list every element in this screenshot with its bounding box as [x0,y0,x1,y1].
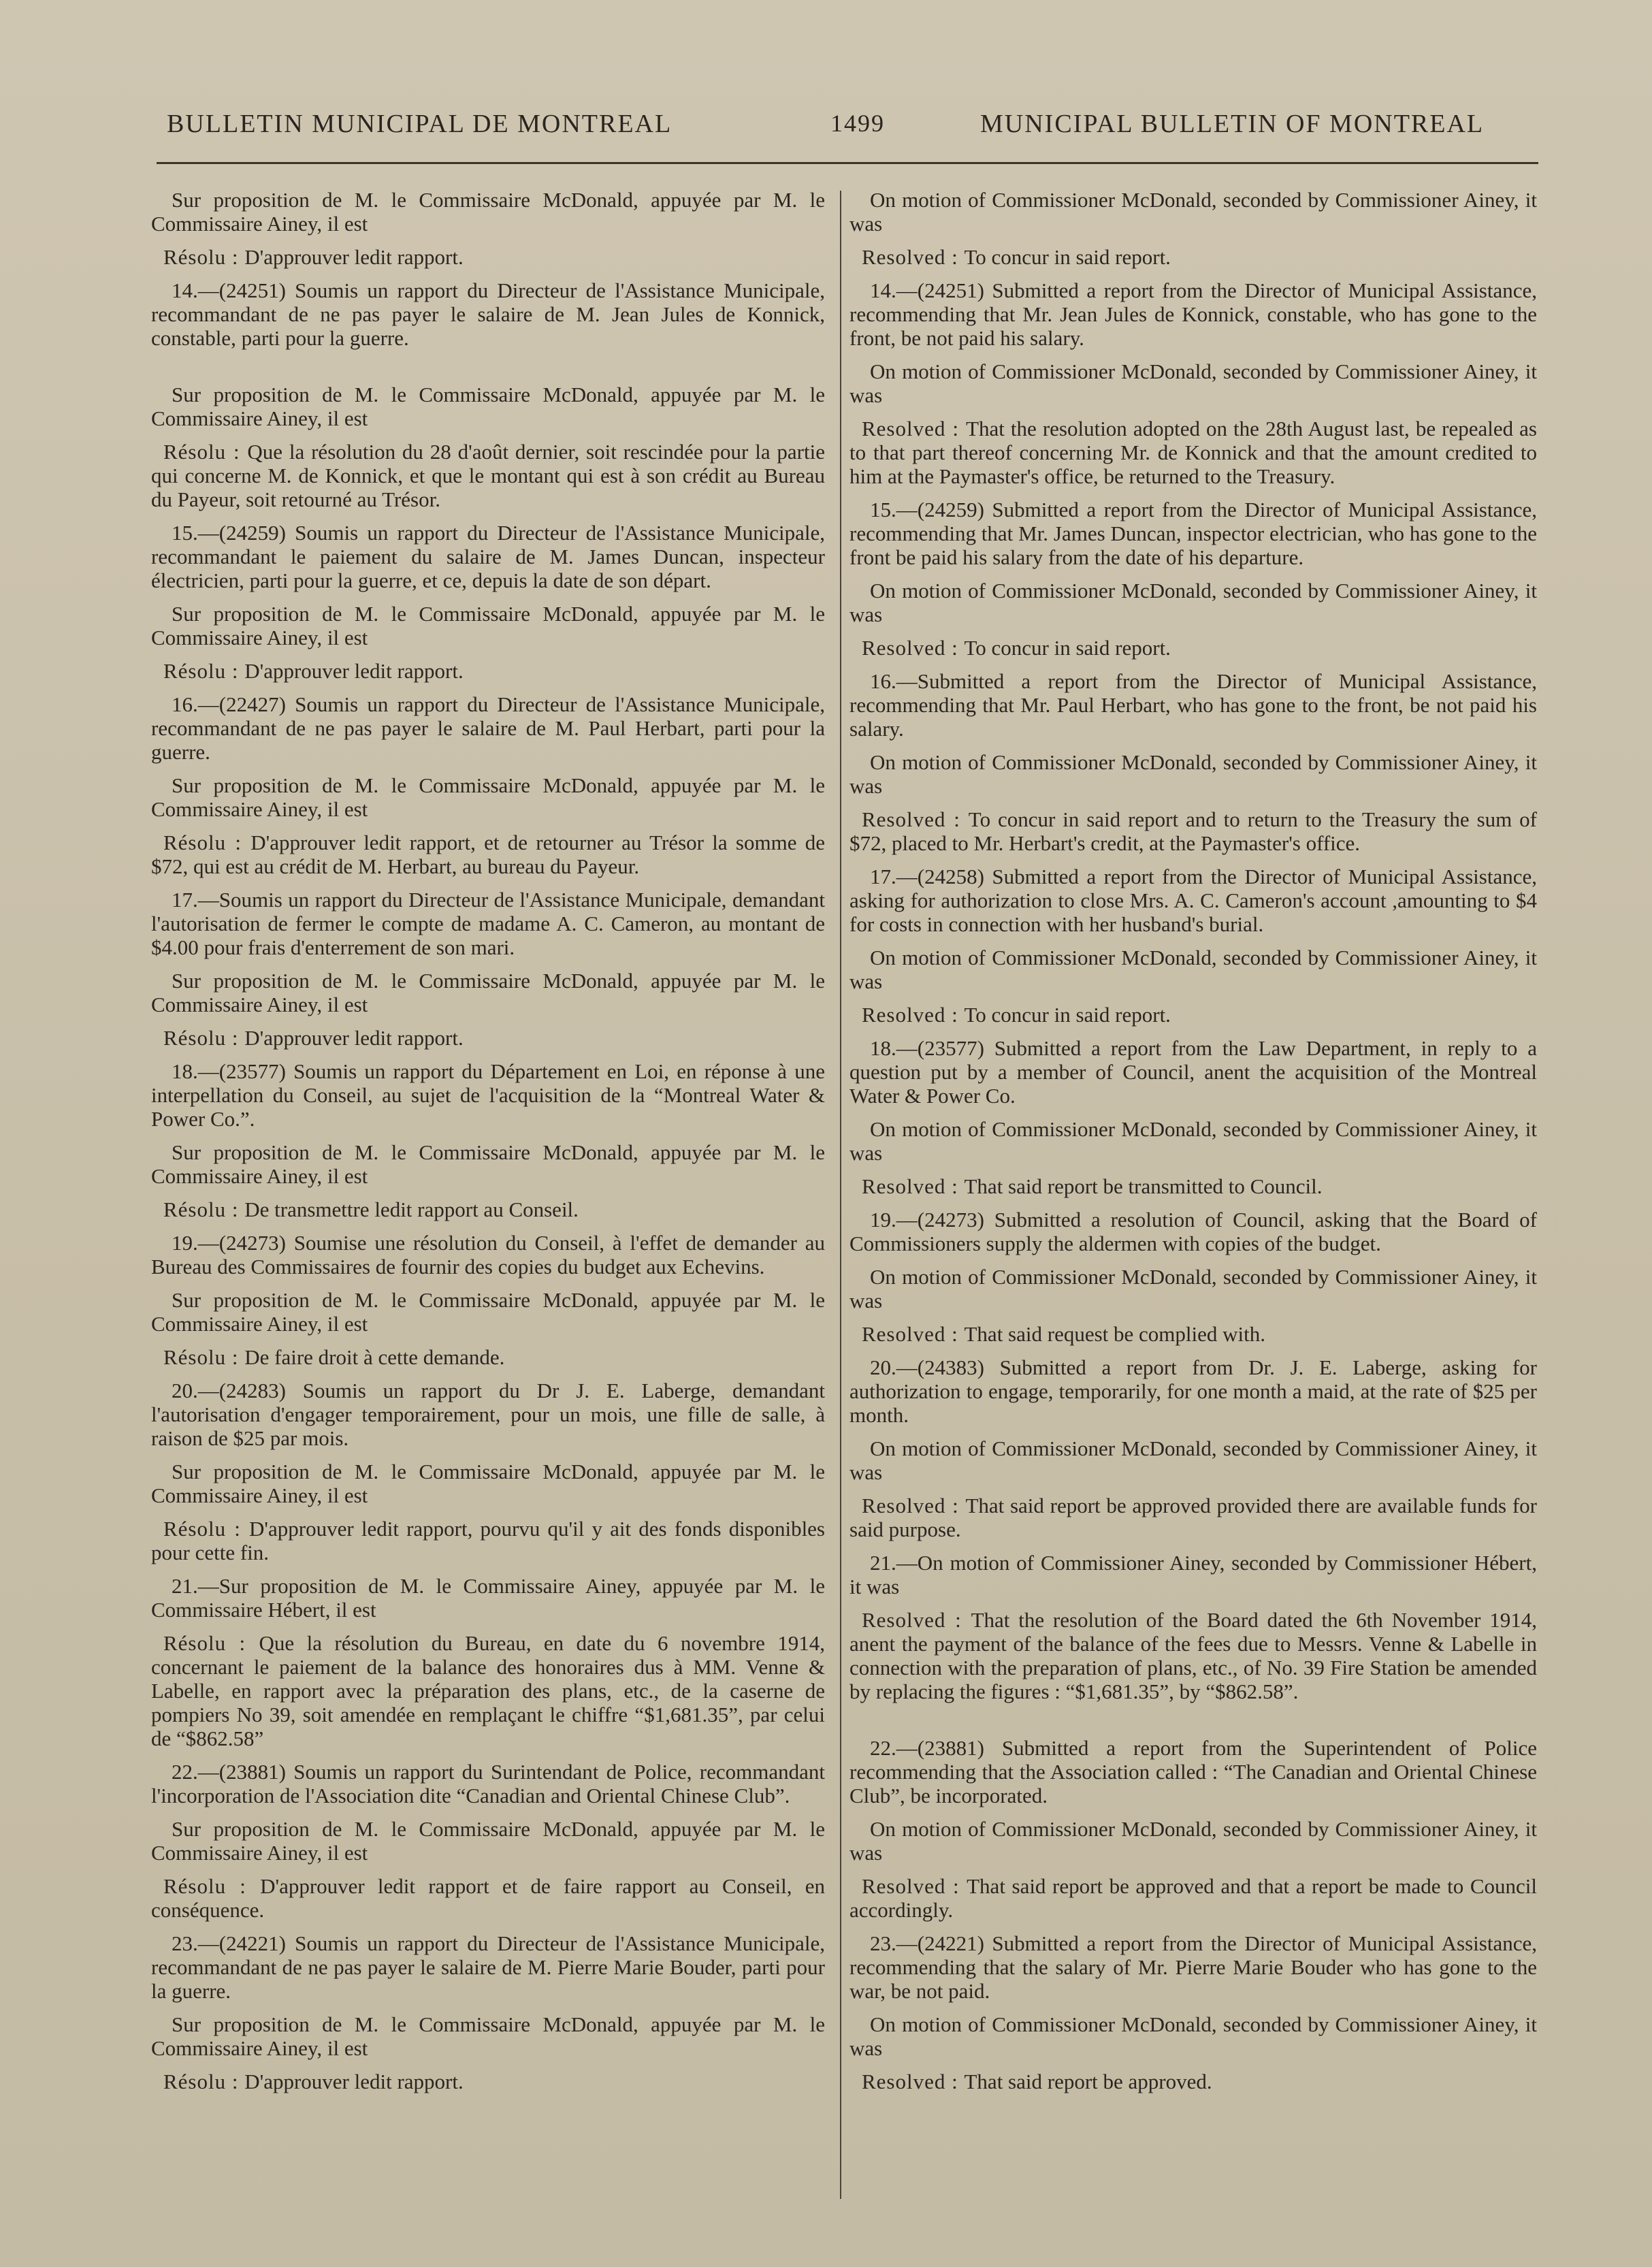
minute-paragraph [849,669,1537,741]
paragraph-text: Sur proposition de M. le Commissaire McDonald, appuyée par M. le Commissaire Ainey, il est [151,188,825,236]
resolution-text: D'approuver ledit rapport, et de retourner au Trésor la somme de $72, qui est au crédit de M. Herbart, au bureau du Payeur. [151,831,825,878]
resolution-text: That said report be approved and that a report be made to Council accordingly. [849,1874,1537,1922]
minute-paragraph [151,692,825,764]
paragraph-gap [151,359,825,383]
minute-paragraph [849,579,1537,626]
resolution-label: Résolu : [163,831,251,854]
resolution-text: Que la résolution du 28 d'août dernier, soit rescindée pour la partie qui concerne M. de Konnick, et que le montant qui est à son crédit au Bureau du Payeur, soit retourné au Trésor. [151,440,825,511]
paragraph-text: On motion of Commissioner McDonald, seconded by Commissioner Ainey, it was [849,359,1537,407]
resolution-paragraph [151,1517,825,1564]
paragraph-text: 23.—(24221) Submitted a report from the Director of Municipal Assistance, recommending that the salary of Mr. Pierre Marie Bouder who has gone to the war, be not paid. [849,1931,1537,2003]
resolution-paragraph [849,1608,1537,1703]
resolution-label: Resolved : [862,245,965,269]
resolution-text: To concur in said report and to return to the Treasury the sum of $72, placed to Mr. Herbart's credit, at the Paymaster's office. [849,807,1537,855]
resolution-text: To concur in said report. [964,636,1171,660]
resolution-label: Résolu : [163,1874,261,1898]
paragraph-text: 23.—(24221) Soumis un rapport du Directeur de l'Assistance Municipale, recommandant de ne pas payer le salaire de M. Pierre Marie Bouder, parti pour la guerre. [151,1931,825,2003]
minute-paragraph [151,1817,825,1865]
resolution-label: Résolu : [163,1517,250,1541]
resolution-text: De transmettre ledit rapport au Conseil. [244,1197,579,1221]
paragraph-text: 14.—(24251) Submitted a report from the Director of Municipal Assistance, recommending that Mr. Jean Jules de Konnick, constable, who has gone to the front, be not paid his salary. [849,278,1537,350]
resolution-label: Resolved : [862,807,969,831]
paragraph-text: On motion of Commissioner McDonald, seconded by Commissioner Ainey, it was [849,1436,1537,1484]
resolution-label: Résolu : [163,2070,245,2093]
minute-paragraph [849,1736,1537,1807]
minute-paragraph [849,1265,1537,1313]
resolution-paragraph [151,831,825,878]
minute-paragraph [849,1117,1537,1165]
resolution-text: Que la résolution du Bureau, en date du 6 novembre 1914, concernant le paiement de la balance des honoraires dus à MM. Venne & Labelle, en rapport avec la préparation des plans, etc., de la caserne de pompiers No 39, soit amendée en remplaçant le chiffre “$1,681.35”, par celui de “$862.58” [151,1631,825,1750]
resolution-text: That said report be transmitted to Council. [964,1174,1323,1198]
resolution-paragraph [849,1494,1537,1541]
paragraph-text: On motion of Commissioner McDonald, seconded by Commissioner Ainey, it was [849,946,1537,993]
paragraph-text: Sur proposition de M. le Commissaire McDonald, appuyée par M. le Commissaire Ainey, il est [151,1460,825,1507]
paragraph-text: 21.—On motion of Commissioner Ainey, seconded by Commissioner Hébert, it was [849,1551,1537,1598]
resolution-text: That the resolution of the Board dated the 6th November 1914, anent the payment of the balance of the fees due to Messrs. Venne & Labelle in connection with the preparation of plans, etc., of No. 39 Fire Station be amended by replacing the figures : “$1,681.35”, by “$862.58”. [849,1608,1537,1703]
paragraph-text: Sur proposition de M. le Commissaire McDonald, appuyée par M. le Commissaire Ainey, il est [151,2012,825,2060]
resolution-text: To concur in said report. [964,1003,1171,1027]
resolution-label: Résolu : [163,245,245,269]
resolution-paragraph [151,1874,825,1922]
resolution-paragraph [151,1345,825,1369]
minute-paragraph [151,1931,825,2003]
resolution-label: Resolved : [862,1494,966,1517]
header-rule [157,162,1538,164]
resolution-paragraph [849,1322,1537,1346]
minute-paragraph [151,969,825,1016]
minute-paragraph [151,383,825,430]
minute-paragraph [151,1574,825,1622]
minute-paragraph [151,1760,825,1807]
resolution-text: D'approuver ledit rapport. [244,2070,464,2093]
paragraph-text: 19.—(24273) Soumise une résolution du Conseil, à l'effet de demander au Bureau des Commissaires de fournir des copies du budget aux Echevins. [151,1231,825,1279]
paragraph-text: On motion of Commissioner McDonald, seconded by Commissioner Ainey, it was [849,2012,1537,2060]
paragraph-text: 15.—(24259) Submitted a report from the Director of Municipal Assistance, recommending that Mr. James Duncan, inspector electrician, who has gone to the front be paid his salary from the date of his departure. [849,498,1537,569]
minute-paragraph [849,865,1537,936]
header-french-title: BULLETIN MUNICIPAL DE MONTREAL [167,110,673,138]
minute-paragraph [151,773,825,821]
paragraph-text: On motion of Commissioner McDonald, seconded by Commissioner Ainey, it was [849,579,1537,626]
resolution-text: That the resolution adopted on the 28th August last, be repealed as to that part thereof concerning Mr. de Konnick and that the amount credited to him at the Paymaster's office, be returned to the Treasury. [849,417,1537,488]
minute-paragraph [151,1460,825,1507]
resolution-paragraph [849,417,1537,488]
paragraph-text: Sur proposition de M. le Commissaire McDonald, appuyée par M. le Commissaire Ainey, il est [151,602,825,649]
resolution-label: Resolved : [862,1874,967,1898]
paragraph-text: Sur proposition de M. le Commissaire McDonald, appuyée par M. le Commissaire Ainey, il est [151,773,825,821]
page-header [160,109,1521,150]
paragraph-text: 17.—(24258) Submitted a report from the Director of Municipal Assistance, asking for authorization to close Mrs. A. C. Cameron's account ,amounting to $4 for costs in connection with her husband's burial. [849,865,1537,936]
resolution-label: Résolu : [163,1197,245,1221]
resolution-label: Résolu : [163,1631,259,1655]
resolution-paragraph [849,1003,1537,1027]
resolution-paragraph [849,636,1537,660]
minute-paragraph [151,278,825,350]
paragraph-text: 18.—(23577) Submitted a report from the Law Department, in reply to a question put by a member of Council, anent the acquisition of the Montreal Water & Power Co. [849,1036,1537,1108]
minute-paragraph [151,602,825,649]
paragraph-text: 22.—(23881) Soumis un rapport du Surintendant de Police, recommandant l'incorporation de l'Association dite “Canadian and Oriental Chinese Club”. [151,1760,825,1807]
resolution-text: D'approuver ledit rapport. [244,1026,464,1050]
paragraph-text: On motion of Commissioner McDonald, seconded by Commissioner Ainey, it was [849,1117,1537,1165]
resolution-text: To concur in said report. [964,245,1171,269]
minute-paragraph [151,888,825,959]
paragraph-text: 14.—(24251) Soumis un rapport du Directeur de l'Assistance Municipale, recommandant de ne pas payer le salaire de M. Jean Jules de Konnick, constable, parti pour la guerre. [151,278,825,350]
resolution-text: D'approuver ledit rapport et de faire rapport au Conseil, en conséquence. [151,1874,825,1922]
french-column [151,188,825,2103]
minute-paragraph [849,359,1537,407]
resolution-text: De faire droit à cette demande. [244,1345,505,1369]
paragraph-text: 18.—(23577) Soumis un rapport du Département en Loi, en réponse à une interpellation du Conseil, au sujet de l'acquisition de la “Montreal Water & Power Co.”. [151,1059,825,1131]
paragraph-text: Sur proposition de M. le Commissaire McDonald, appuyée par M. le Commissaire Ainey, il est [151,1140,825,1188]
paragraph-text: 20.—(24383) Submitted a report from Dr. J. E. Laberge, asking for authorization to engage, temporarily, for one month a maid, at the rate of $25 per month. [849,1355,1537,1427]
paragraph-text: On motion of Commissioner McDonald, seconded by Commissioner Ainey, it was [849,750,1537,798]
paragraph-text: 16.—Submitted a report from the Director of Municipal Assistance, recommending that Mr. Paul Herbart, who has gone to the front, be not paid his salary. [849,669,1537,741]
paragraph-text: Sur proposition de M. le Commissaire McDonald, appuyée par M. le Commissaire Ainey, il est [151,969,825,1016]
resolution-text: D'approuver ledit rapport. [244,659,464,683]
resolution-label: Resolved : [862,2070,965,2093]
resolution-label: Résolu : [163,659,245,683]
paragraph-text: Sur proposition de M. le Commissaire McDonald, appuyée par M. le Commissaire Ainey, il est [151,1288,825,1336]
paragraph-text: 20.—(24283) Soumis un rapport du Dr J. E. Laberge, demandant l'autorisation d'engager temporairement, pour un mois, une fille de salle, à raison de $25 par mois. [151,1379,825,1450]
paragraph-text: 22.—(23881) Submitted a report from the Superintendent of Police recommending that the Association called : “The Canadian and Oriental Chinese Club”, be incorporated. [849,1736,1537,1807]
column-divider [840,191,841,2199]
minute-paragraph [151,1059,825,1131]
resolution-label: Résolu : [163,1345,245,1369]
minute-paragraph [849,1931,1537,2003]
minute-paragraph [151,2012,825,2060]
resolution-paragraph [151,440,825,511]
paragraph-text: Sur proposition de M. le Commissaire McDonald, appuyée par M. le Commissaire Ainey, il est [151,383,825,430]
paragraph-text: On motion of Commissioner McDonald, seconded by Commissioner Ainey, it was [849,188,1537,236]
resolution-paragraph [849,245,1537,269]
minute-paragraph [849,188,1537,236]
resolution-paragraph [151,1631,825,1750]
resolution-label: Resolved : [862,1174,965,1198]
paragraph-text: On motion of Commissioner McDonald, seconded by Commissioner Ainey, it was [849,1265,1537,1313]
minute-paragraph [151,188,825,236]
minute-paragraph [151,1288,825,1336]
resolution-label: Resolved : [862,1608,971,1632]
paragraph-text: 15.—(24259) Soumis un rapport du Directeur de l'Assistance Municipale, recommandant le paiement du salaire de M. James Duncan, inspecteur électricien, parti pour la guerre, et ce, depuis la date de son départ. [151,521,825,592]
paragraph-text: On motion of Commissioner McDonald, seconded by Commissioner Ainey, it was [849,1817,1537,1865]
resolution-paragraph [849,807,1537,855]
paragraph-text: 16.—(22427) Soumis un rapport du Directeur de l'Assistance Municipale, recommandant de ne pas payer le salaire de M. Paul Herbart, parti pour la guerre. [151,692,825,764]
header-english-title: MUNICIPAL BULLETIN OF MONTREAL [980,110,1485,138]
resolution-paragraph [151,659,825,683]
resolution-label: Resolved : [862,636,965,660]
resolution-paragraph [151,1197,825,1221]
resolution-text: D'approuver ledit rapport, pourvu qu'il y ait des fonds disponibles pour cette fin. [151,1517,825,1564]
minute-paragraph [849,1208,1537,1255]
english-column [849,188,1537,2103]
paragraph-text: 19.—(24273) Submitted a resolution of Council, asking that the Board of Commissioners supply the aldermen with copies of the budget. [849,1208,1537,1255]
resolution-paragraph [151,245,825,269]
minute-paragraph [849,278,1537,350]
minute-paragraph [151,1231,825,1279]
paragraph-text: 21.—Sur proposition de M. le Commissaire Ainey, appuyée par M. le Commissaire Hébert, il est [151,1574,825,1622]
resolution-text: That said report be approved provided there are available funds for said purpose. [849,1494,1537,1541]
minute-paragraph [151,1379,825,1450]
resolution-text: D'approuver ledit rapport. [244,245,464,269]
minute-paragraph [849,1036,1537,1108]
minute-paragraph [849,1817,1537,1865]
resolution-paragraph [849,1174,1537,1198]
resolution-label: Resolved : [862,417,967,440]
minute-paragraph [849,1551,1537,1598]
resolution-label: Resolved : [862,1322,965,1346]
paragraph-text: Sur proposition de M. le Commissaire McDonald, appuyée par M. le Commissaire Ainey, il est [151,1817,825,1865]
minute-paragraph [849,1436,1537,1484]
resolution-label: Résolu : [163,1026,245,1050]
resolution-label: Résolu : [163,440,248,464]
minute-paragraph [849,498,1537,569]
resolution-paragraph [151,2070,825,2093]
resolution-label: Resolved : [862,1003,965,1027]
resolution-paragraph [151,1026,825,1050]
minute-paragraph [151,1140,825,1188]
minute-paragraph [151,521,825,592]
resolution-text: That said request be complied with. [964,1322,1265,1346]
paragraph-text: 17.—Soumis un rapport du Directeur de l'Assistance Municipale, demandant l'autorisation de fermer le compte de madame A. C. Cameron, au montant de $4.00 pour frais d'enterrement de son mari. [151,888,825,959]
paragraph-gap [849,1713,1537,1736]
minute-paragraph [849,946,1537,993]
minute-paragraph [849,2012,1537,2060]
minute-paragraph [849,1355,1537,1427]
resolution-paragraph [849,1874,1537,1922]
minute-paragraph [849,750,1537,798]
resolution-paragraph [849,2070,1537,2093]
resolution-text: That said report be approved. [964,2070,1212,2093]
page-number: 1499 [830,110,885,137]
